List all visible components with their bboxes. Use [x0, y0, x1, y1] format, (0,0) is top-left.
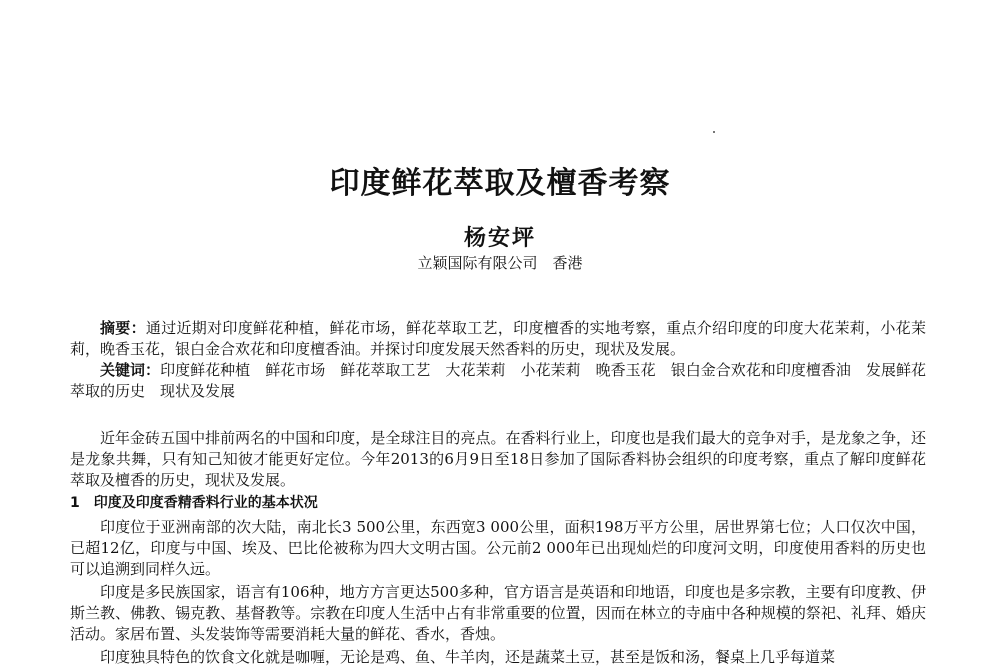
author-affiliation: 立颖国际有限公司 香港	[417, 254, 583, 272]
abstract-text: 通过近期对印度鲜花种植，鲜花市场，鲜花萃取工艺，印度檀香的实地考察，重点介绍印度的印度大花茉莉，小花茉莉，晚香玉花，银白金合欢花和印度檀香油。并探讨印度发展天然香料的历史，现状及发展。	[70, 319, 926, 358]
abstract-label: 摘要：	[100, 319, 146, 337]
author-name: 杨安坪	[463, 225, 536, 251]
keywords-text: 印度鲜花种植 鲜花市场 鲜花萃取工艺 大花茉莉 小花茉莉 晚香玉花 银白金合欢花和印度檀香油 发展鲜花萃取的历史 现状及发展	[70, 361, 926, 400]
body-paragraph: 印度位于亚洲南部的次大陆，南北长3 500公里，东西宽3 000公里，面积198万平方公里，居世界第七位；人口仅次中国，已超12亿，印度与中国、埃及、巴比伦被称为四大文明古国。公元前2 000年已出现灿烂的印度河文明，印度使用香料的历史也可以追溯到同样久远。	[70, 518, 926, 578]
body-paragraph: 印度是多民族国家，语言有106种，地方方言更达500多种，官方语言是英语和印地语，印度也是多宗教，主要有印度教、伊斯兰教、佛教、锡克教、基督教等。宗教在印度人生活中占有非常重要的位置，因而在林立的寺庙中各种规模的祭祀、礼拜、婚庆活动。家居布置、头发装饰等需要消耗大量的鲜花、香水，香烛。	[70, 583, 926, 643]
intro-paragraph: 近年金砖五国中排前两名的中国和印度，是全球注目的亮点。在香料行业上，印度也是我们最大的竞争对手，是龙象之争，还是龙象共舞，只有知己知彼才能更好定位。今年2013的6月9日至18日参加了国际香料协会组织的印度考察，重点了解印度鲜花萃取及檀香的历史，现状及发展。	[70, 429, 926, 489]
keywords	[70, 360, 926, 402]
section-heading: 1 印度及印度香精香料行业的基本状况	[70, 495, 318, 511]
abstract	[70, 318, 926, 360]
paper-title: 印度鲜花萃取及檀香考察	[329, 166, 671, 201]
keywords-label: 关键词：	[100, 361, 161, 379]
body-paragraph: 印度独具特色的饮食文化就是咖喱，无论是鸡、鱼、牛羊肉，还是蔬菜土豆，甚至是饭和汤，餐桌上几乎每道菜	[100, 648, 836, 666]
scan-speck	[713, 131, 715, 133]
